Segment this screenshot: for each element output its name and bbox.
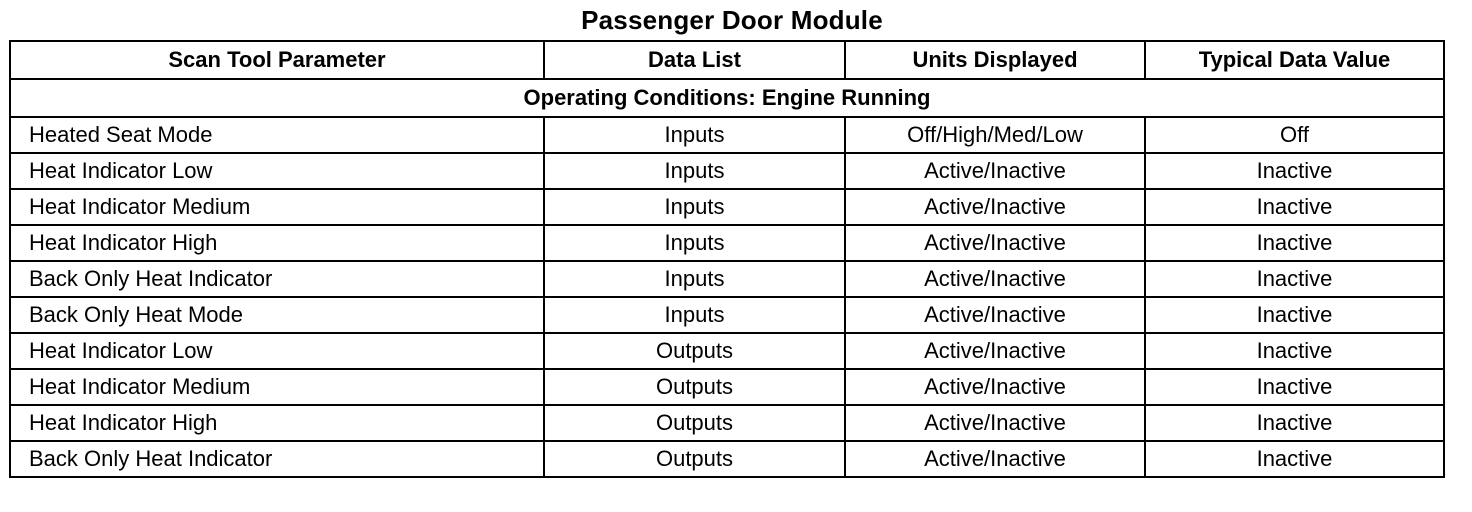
table-row (10, 297, 1444, 333)
cell-parameter: Heat Indicator Medium (10, 369, 544, 405)
section-row (10, 79, 1444, 117)
header-typical-data-value: Typical Data Value (1145, 41, 1444, 79)
cell-data-list: Outputs (544, 369, 845, 405)
table-row (10, 369, 1444, 405)
cell-typical-value: Inactive (1145, 369, 1444, 405)
cell-parameter: Heat Indicator Low (10, 153, 544, 189)
header-scan-tool-parameter: Scan Tool Parameter (10, 41, 544, 79)
cell-units: Active/Inactive (845, 297, 1145, 333)
cell-parameter: Heat Indicator High (10, 405, 544, 441)
cell-typical-value: Inactive (1145, 189, 1444, 225)
cell-typical-value: Inactive (1145, 297, 1444, 333)
table-row (10, 405, 1444, 441)
cell-units: Off/High/Med/Low (845, 117, 1145, 153)
cell-typical-value: Inactive (1145, 225, 1444, 261)
table-row (10, 225, 1444, 261)
cell-typical-value: Inactive (1145, 153, 1444, 189)
header-data-list: Data List (544, 41, 845, 79)
header-units-displayed: Units Displayed (845, 41, 1145, 79)
table-header (10, 41, 1444, 79)
table-body (10, 79, 1444, 477)
cell-typical-value: Inactive (1145, 405, 1444, 441)
cell-typical-value: Inactive (1145, 333, 1444, 369)
cell-units: Active/Inactive (845, 261, 1145, 297)
cell-parameter: Back Only Heat Indicator (10, 261, 544, 297)
table-row (10, 117, 1444, 153)
cell-units: Active/Inactive (845, 333, 1145, 369)
cell-parameter: Heat Indicator Low (10, 333, 544, 369)
cell-data-list: Inputs (544, 153, 845, 189)
cell-data-list: Inputs (544, 297, 845, 333)
table-title: Passenger Door Module (581, 5, 883, 35)
cell-units: Active/Inactive (845, 189, 1145, 225)
cell-data-list: Inputs (544, 261, 845, 297)
cell-data-list: Inputs (544, 225, 845, 261)
cell-data-list: Inputs (544, 189, 845, 225)
cell-units: Active/Inactive (845, 441, 1145, 477)
cell-parameter: Heat Indicator Medium (10, 189, 544, 225)
cell-units: Active/Inactive (845, 369, 1145, 405)
cell-data-list: Inputs (544, 117, 845, 153)
cell-typical-value: Inactive (1145, 261, 1444, 297)
table-row (10, 333, 1444, 369)
cell-typical-value: Inactive (1145, 441, 1444, 477)
table-row (10, 153, 1444, 189)
table-row (10, 261, 1444, 297)
parameter-table (9, 40, 1445, 478)
cell-parameter: Heat Indicator High (10, 225, 544, 261)
cell-parameter: Back Only Heat Indicator (10, 441, 544, 477)
header-row (10, 41, 1444, 79)
cell-typical-value: Off (1145, 117, 1444, 153)
cell-units: Active/Inactive (845, 405, 1145, 441)
cell-parameter: Heated Seat Mode (10, 117, 544, 153)
section-label: Operating Conditions: Engine Running (10, 79, 1444, 117)
cell-data-list: Outputs (544, 405, 845, 441)
cell-data-list: Outputs (544, 333, 845, 369)
cell-units: Active/Inactive (845, 153, 1145, 189)
table-row (10, 441, 1444, 477)
cell-units: Active/Inactive (845, 225, 1145, 261)
cell-data-list: Outputs (544, 441, 845, 477)
cell-parameter: Back Only Heat Mode (10, 297, 544, 333)
table-row (10, 189, 1444, 225)
